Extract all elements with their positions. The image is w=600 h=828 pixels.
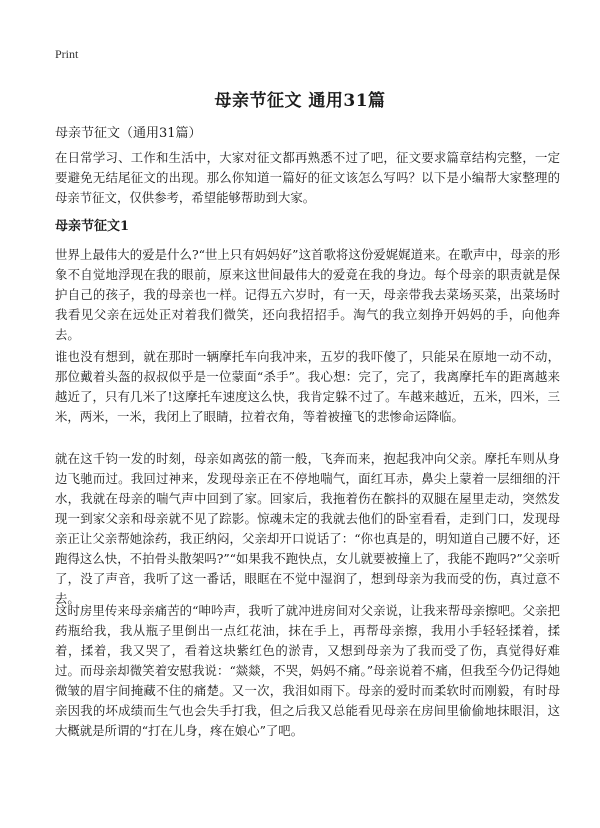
body-paragraph-2: 谁也没有想到，就在那时一辆摩托车向我冲来，五岁的我吓傻了，只能呆在原地一动不动，那位戴着头盔的叔叔似乎是一位蒙面“杀手”。我心想：完了，完了，我离摩托车的距离越来越近了，只有几米了!这摩托车速度这么快，我肯定躲不过了。车越来越近，五米，四米，三米，两米，一米，我闭上了眼睛，拉着衣角，等着被撞飞的悲惨命运降临。 xyxy=(55,349,560,424)
intro-paragraph: 在日常学习、工作和生活中，大家对征文都再熟悉不过了吧，征文要求篇章结构完整，一定要避免无结尾征文的出现。那么你知道一篇好的征文该怎么写吗？以下是小编帮大家整理的母亲节征文，仅供参考，希望能够帮助到大家。 xyxy=(55,150,560,205)
document-subtitle: 母亲节征文（通用31篇） xyxy=(55,126,202,141)
document-title: 母亲节征文 通用31篇 xyxy=(214,91,386,111)
body-paragraph-1: 世界上最伟大的爱是什么?“世上只有妈妈好”这首歌将这份爱娓娓道来。在歌声中，母亲的形象不自觉地浮现在我的眼前，原来这世间最伟大的爱竟在我的身边。每个母亲的职责就是保护自己的孩子，我的母亲也一样。记得五六岁时，有一天，母亲带我去菜场买菜，出菜场时我看见父亲在远处正对着我们微笑，还向我招招手。淘气的我立刻挣开妈妈的手，向他奔去。 xyxy=(55,247,560,342)
body-paragraph-4: 这时房里传来母亲痛苦的“呻吟声，我听了就冲进房间对父亲说，让我来帮母亲擦吧。父亲把药瓶给我，我从瓶子里倒出一点红花油，抹在手上，再帮母亲擦，我用小手轻轻揉着，揉着，揉着，我又哭了，看着这块紫红色的淤青，又想到母亲为了我而受了伤，真觉得好难过。而母亲却微笑着安慰我说：“燚燚，不哭，妈妈不痛。”母亲说着不痛，但我至今仍记得她微皱的眉宇间掩藏不住的痛楚。又一次，我泪如雨下。母亲的爱时而柔软时而刚毅，有时母亲因我的坏成绩而生气也会失手打我，但之后我又总能看见母亲在房间里偷偷地抹眼泪，这大概就是所谓的“打在儿身，疼在娘心”了吧。 xyxy=(55,603,560,738)
section-heading: 母亲节征文1 xyxy=(55,219,130,234)
print-label: Print xyxy=(55,47,79,61)
body-paragraph-3: 就在这千钧一发的时刻，母亲如离弦的箭一般，飞奔而来，抱起我冲向父亲。摩托车则从身边飞驰而过。我回过神来，发现母亲正在不停地喘气，面红耳赤，鼻尖上蒙着一层细细的汗水，我就在母亲的喘气声中回到了家。回家后，我拖着伤在髌抖的双腿在屋里走动，突然发现一到家父亲和母亲就不见了踪影。惊魂未定的我就去他们的卧室看看，走到门口，发现母亲正让父亲帮她涂药，我正纳闷，父亲却开口说话了：“你也真是的，明知道自己腰不好，还跑得这么快，不拍骨头散架吗?”“如果我不跑快点，女儿就要被撞上了，我能不跑吗?”父亲听了，没了声音，我听了这一番话，眼眶在不觉中湿润了，想到母亲为我而受的伤，真过意不去。 xyxy=(55,451,560,606)
